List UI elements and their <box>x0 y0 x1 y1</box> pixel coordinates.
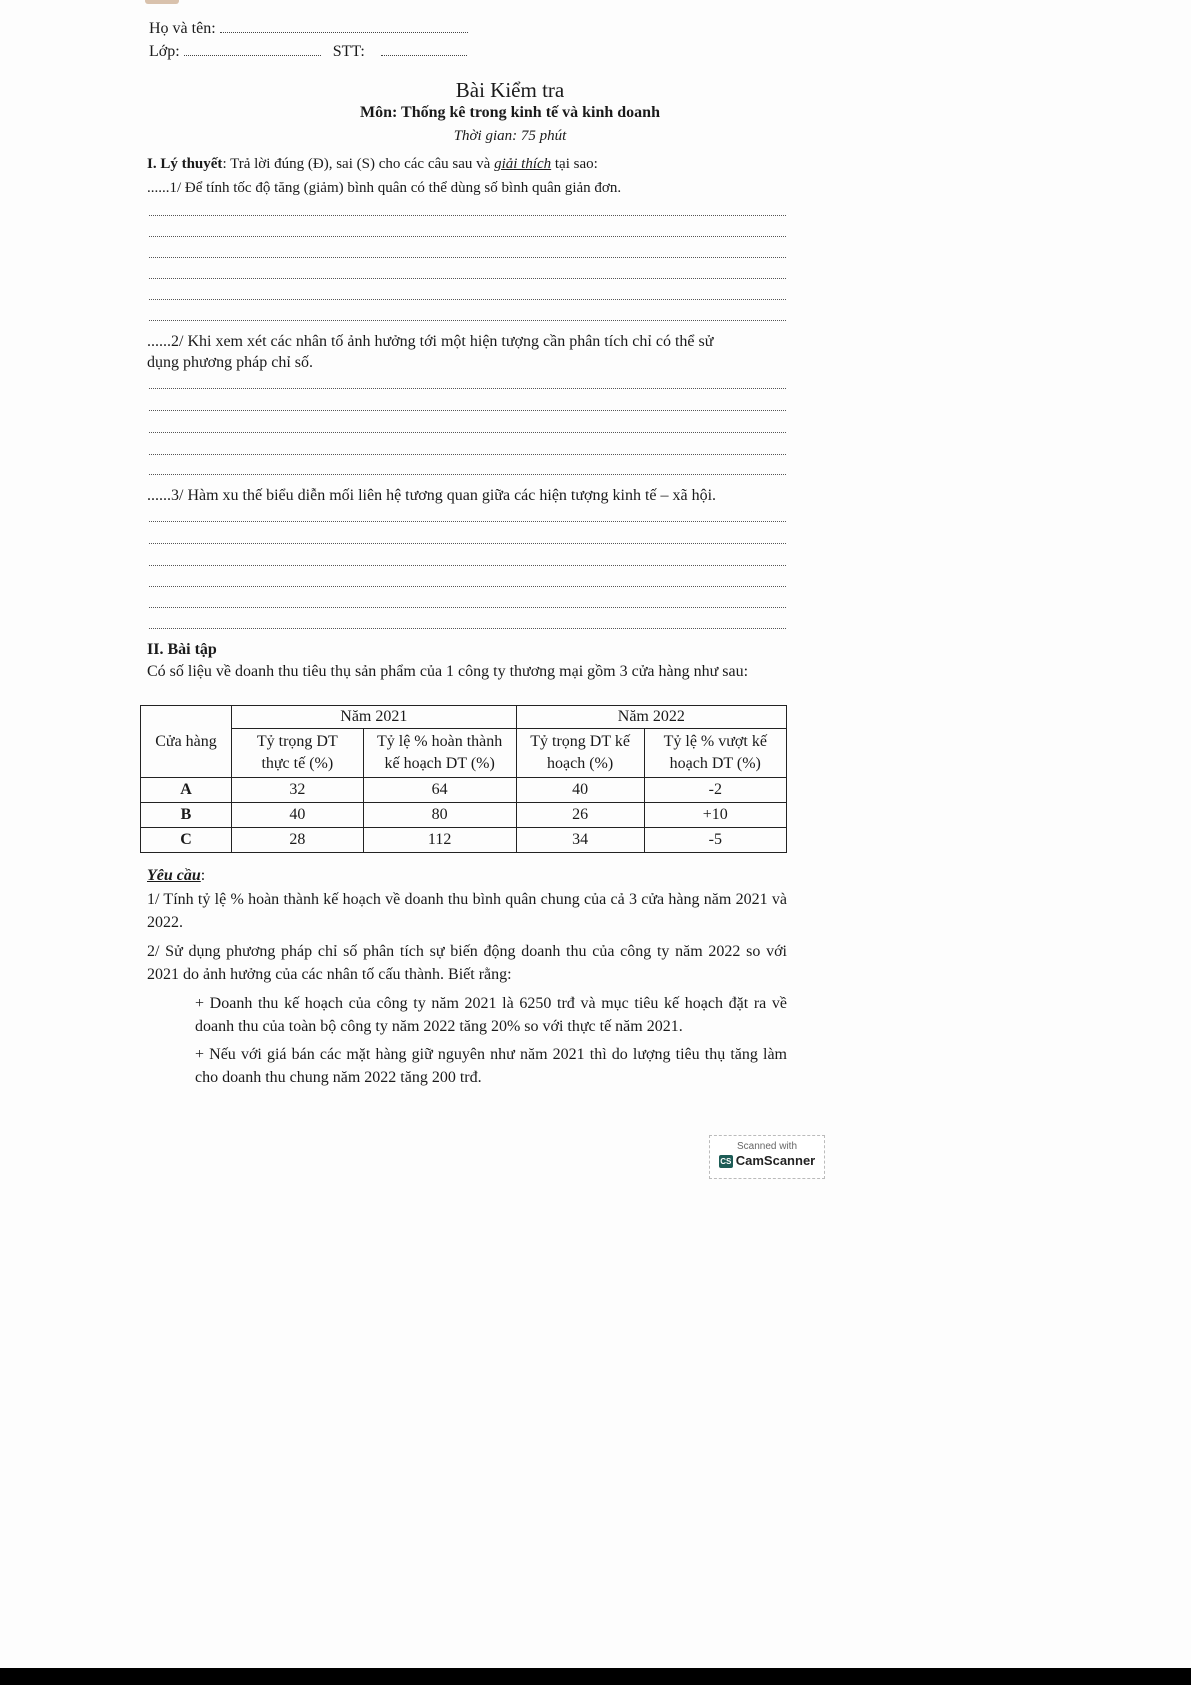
class-label: Lớp: <box>149 43 180 60</box>
stt-blank <box>381 41 467 56</box>
header-year-2021: Năm 2021 <box>232 706 517 729</box>
table-cell: 34 <box>516 828 644 853</box>
header-text: Tỷ lệ % vượt kế <box>663 733 767 750</box>
question-1: ......1/ Để tính tốc độ tăng (giảm) bình quân có thể dùng số bình quân giản đơn. <box>147 180 622 196</box>
time-limit: Thời gian: 75 phút <box>453 128 567 144</box>
answer-line <box>149 565 786 566</box>
watermark-brand <box>710 1153 824 1168</box>
header-store: Cửa hàng <box>141 706 232 778</box>
table-cell: 40 <box>516 778 644 803</box>
watermark-small-text: Scanned with <box>736 1141 798 1152</box>
revenue-table <box>140 705 787 853</box>
requirements-heading: Yêu cầu: <box>147 867 206 884</box>
table-cell: -2 <box>644 778 786 803</box>
answer-line <box>149 586 786 587</box>
table-cell: 28 <box>232 828 364 853</box>
answer-line <box>149 236 786 237</box>
store-cell: B <box>141 803 232 828</box>
header-actual-share <box>232 729 364 778</box>
table-cell: 112 <box>363 828 516 853</box>
table-cell: 40 <box>232 803 364 828</box>
header-year-2022: Năm 2022 <box>516 706 786 729</box>
answer-line <box>149 320 786 321</box>
name-blank <box>220 18 468 33</box>
camscanner-watermark <box>709 1135 825 1179</box>
class-blank <box>184 41 321 56</box>
instruction-text: : Trả lời đúng (Đ), sai (S) cho các câu sau và <box>222 156 495 172</box>
answer-line <box>149 432 786 433</box>
section1-heading: I. Lý thuyết <box>147 156 223 172</box>
table-row <box>141 803 787 828</box>
name-label: Họ và tên: <box>149 20 216 37</box>
header-plan-exceed <box>644 729 786 778</box>
answer-line <box>149 388 786 389</box>
requirement-2: 2/ Sử dụng phương pháp chỉ số phân tích sự biến động doanh thu của công ty năm 2022 so với 2021 do ảnh hưởng của các nhân tố cấu thành. Biết rằng: <box>147 943 787 983</box>
header-text: hoạch (%) <box>547 755 614 772</box>
name-field <box>149 18 468 39</box>
table-row <box>141 778 787 803</box>
header-text: Tỷ trọng DT <box>256 733 338 750</box>
table-cell: -5 <box>644 828 786 853</box>
answer-line <box>149 278 786 279</box>
table-cell: 26 <box>516 803 644 828</box>
scan-corner-mark <box>145 0 179 4</box>
question-2-line2: dụng phương pháp chỉ số. <box>147 354 314 371</box>
exam-title: Bài Kiểm tra <box>455 78 565 102</box>
header-plan-completion <box>363 729 516 778</box>
answer-line <box>149 521 786 522</box>
requirements-label: Yêu cầu <box>147 867 201 884</box>
header-text: Tỷ lệ % hoàn thành <box>376 733 503 750</box>
store-cell: C <box>141 828 232 853</box>
camscanner-logo-icon: CS <box>720 1157 732 1167</box>
header-plan-share <box>516 729 644 778</box>
stt-label: STT: <box>332 43 365 60</box>
answer-line <box>149 607 786 608</box>
scan-bottom-edge <box>0 1668 1191 1685</box>
answer-line <box>149 215 786 216</box>
store-cell: A <box>141 778 232 803</box>
requirement-bullet-2: + Nếu với giá bán các mặt hàng giữ nguyên như năm 2021 thì do lượng tiêu thụ tăng làm cho doanh thu chung năm 2022 tăng 200 trđ. <box>195 1046 787 1086</box>
answer-line <box>149 543 786 544</box>
question-2-line1: ......2/ Khi xem xét các nhân tố ảnh hưởng tới một hiện tượng cần phân tích chỉ có thể sử <box>147 333 714 350</box>
requirement-bullet-1: + Doanh thu kế hoạch của công ty năm 2021 là 6250 trđ và mục tiêu kế hoạch đặt ra về doanh thu của toàn bộ công ty năm 2022 tăng 20% so với thực tế năm 2021. <box>195 995 787 1035</box>
question-3: ......3/ Hàm xu thế biểu diễn mối liên hệ tương quan giữa các hiện tượng kinh tế – xã hội. <box>147 487 717 504</box>
answer-line <box>149 257 786 258</box>
table-cell: +10 <box>644 803 786 828</box>
class-field <box>149 41 467 62</box>
subject-title: Môn: Thống kê trong kinh tế và kinh doanh <box>360 104 660 121</box>
section1-instruction <box>147 154 598 174</box>
section2-heading: II. Bài tập <box>147 641 217 658</box>
table-cell: 32 <box>232 778 364 803</box>
answer-line <box>149 474 786 475</box>
header-text: kế hoạch DT (%) <box>384 755 495 772</box>
table-cell: 80 <box>363 803 516 828</box>
section2-intro: Có số liệu về doanh thu tiêu thụ sản phẩm của 1 công ty thương mại gồm 3 cửa hàng như sau: <box>147 663 749 680</box>
table-cell: 64 <box>363 778 516 803</box>
watermark-brand-text: CamScanner <box>735 1153 816 1168</box>
answer-line <box>149 410 786 411</box>
answer-line <box>149 299 786 300</box>
header-text: hoạch DT (%) <box>669 755 761 772</box>
requirement-1: 1/ Tính tỷ lệ % hoàn thành kế hoạch về doanh thu bình quân chung của cả 3 cửa hàng năm 2021 và 2022. <box>147 891 787 931</box>
instruction-end: tại sao: <box>551 156 598 172</box>
instruction-emphasis: giải thích <box>494 156 552 172</box>
table-row <box>141 828 787 853</box>
header-text: thực tế (%) <box>261 755 334 772</box>
header-text: Tỷ trọng DT kế <box>530 733 630 750</box>
answer-line <box>149 628 786 629</box>
answer-line <box>149 454 786 455</box>
